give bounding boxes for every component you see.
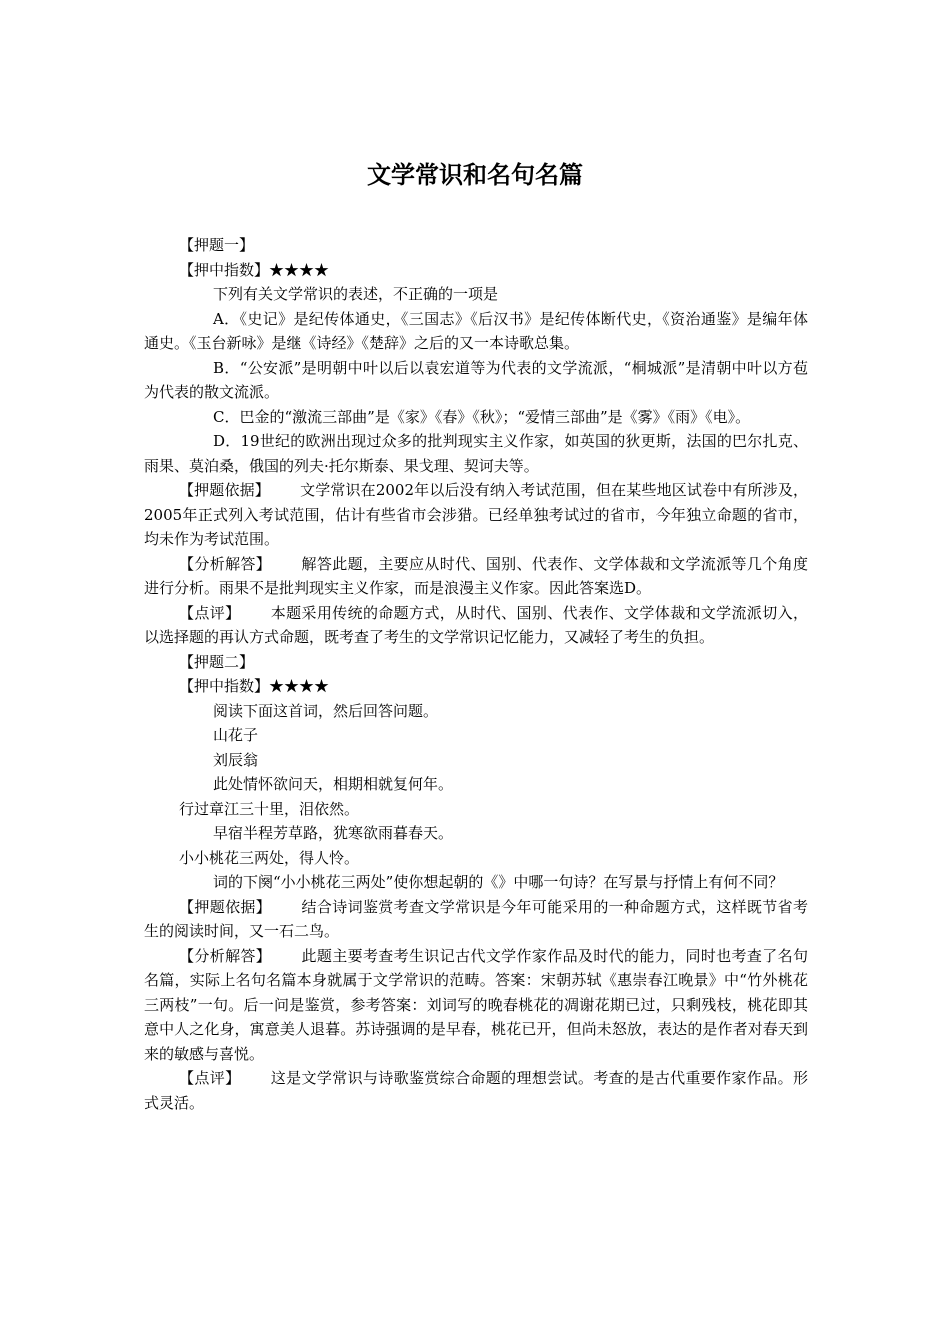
q1-index: 【押中指数】★★★★ — [179, 260, 330, 279]
q2-question: 词的下阕“小小桃花三两处”使你想起朝的《》中哪一句诗？在写景与抒情上有何不同？ — [213, 873, 784, 891]
poem-line: 行过章江三十里，泪依然。 — [179, 799, 360, 818]
poem-title: 山花子 — [213, 726, 259, 744]
poem-author: 刘辰翁 — [213, 750, 259, 769]
q2-analysis-text: 此题主要考查考生识记古代文学作家作品及时代的能力，同时也考查了名句名篇，实际上名句名篇本身就属于文学常识的范畴。答案：宋朝苏轼《惠崇春江晚景》中“竹外桃花三两枝”一句。后一问是鉴赏，参考答案：刘词写的晚春桃花的凋谢花期已过，只剩残枝，桃花即其意中人之化身，寓意美人退暮。苏诗强调的是早春，桃花已开，但尚未怒放，表达的是作者对春天到来的敏感与喜悦。 — [144, 946, 808, 1063]
page-title: 文学常识和名句名篇 — [367, 160, 583, 189]
document-body — [144, 233, 808, 1115]
poem-line: 小小桃花三两处，得人怜。 — [179, 848, 360, 867]
q1-option-d: D．19世纪的欧洲出现过众多的批判现实主义作家，如英国的狄更斯，法国的巴尔扎克、雨果、莫泊桑，俄国的列夫·托尔斯泰、果戈理、契诃夫等。 — [144, 432, 808, 475]
poem-line: 此处情怀欲问天，相期相就复何年。 — [213, 775, 454, 793]
q1-analysis-text: 解答此题，主要应从时代、国别、代表作、文学体裁和文学流派等几个角度进行分析。雨果不是批判现实主义作家，而是浪漫主义作家。因此答案选D。 — [144, 554, 808, 597]
q2-comment-label: 【点评】 — [179, 1069, 241, 1087]
q1-stem: 下列有关文学常识的表述，不正确的一项是 — [213, 285, 499, 303]
q2-comment-text: 这是文学常识与诗歌鉴赏综合命题的理想尝试。考查的是古代重要作家作品。形式灵活。 — [144, 1069, 808, 1112]
q1-option-b: B．“公安派”是明朝中叶以后以袁宏道等为代表的文学流派，“桐城派”是清朝中叶以方苞为代表的散文流派。 — [144, 358, 808, 401]
q2-basis-label: 【押题依据】 — [179, 897, 272, 916]
q1-option-c: C．巴金的“激流三部曲”是《家》《春》《秋》；“爱情三部曲”是《雾》《雨》《电》。 — [213, 407, 751, 426]
q2-basis-text: 结合诗词鉴赏考查文学常识是今年可能采用的一种命题方式，这样既节省考生的阅读时间，又一石二鸟。 — [144, 897, 808, 940]
q2-analysis-label: 【分析解答】 — [179, 946, 272, 965]
poem-line: 早宿半程芳草路，犹寒欲雨暮春天。 — [213, 824, 454, 842]
q1-analysis-paragraph — [144, 552, 808, 601]
q1-header: 【押题一】 — [179, 236, 255, 254]
q2-stem: 阅读下面这首词，然后回答问题。 — [213, 701, 439, 720]
q1-comment-text: 本题采用传统的命题方式，从时代、国别、代表作、文学体裁和文学流派切入，以选择题的再认方式命题，既考查了考生的文学常识记忆能力，又减轻了考生的负担。 — [144, 603, 808, 646]
q1-analysis-label: 【分析解答】 — [179, 554, 272, 573]
q1-comment-label: 【点评】 — [179, 603, 241, 622]
q2-header: 【押题二】 — [179, 652, 255, 671]
q1-comment-paragraph — [144, 601, 808, 650]
q1-basis-label: 【押题依据】 — [179, 481, 270, 499]
q1-basis-paragraph — [144, 478, 808, 552]
q2-comment-paragraph — [144, 1066, 808, 1115]
q2-analysis-paragraph — [144, 944, 808, 1067]
q1-option-a: A．《史记》是纪传体通史，《三国志》《后汉书》是纪传体断代史，《资治通鉴》是编年体通史。《玉台新咏》是继《诗经》《楚辞》之后的又一本诗歌总集。 — [144, 309, 808, 352]
q1-basis-text: 文学常识在2002年以后没有纳入考试范围，但在某些地区试卷中有所涉及，2005年正式列入考试范围，估计有些省市会涉猎。已经单独考试过的省市，今年独立命题的省市，均未作为考试范围。 — [144, 481, 808, 548]
q2-basis-paragraph — [144, 895, 808, 944]
q2-index: 【押中指数】★★★★ — [179, 677, 330, 695]
